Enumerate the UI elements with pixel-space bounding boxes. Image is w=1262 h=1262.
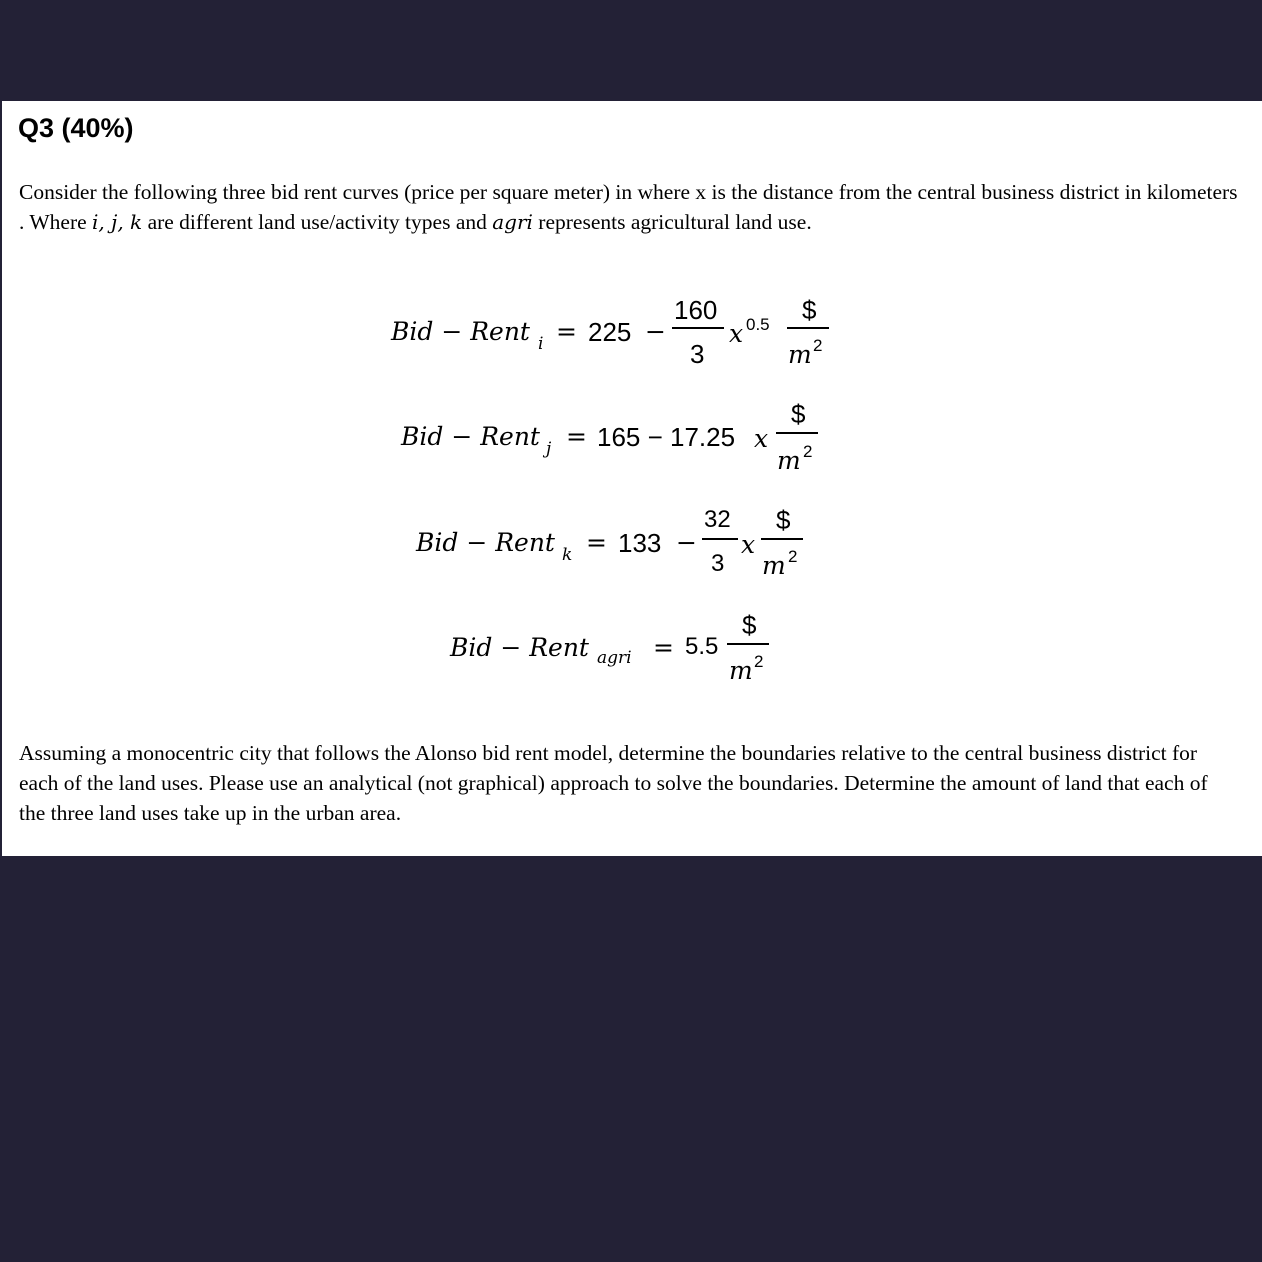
eq-k-denominator: 3 bbox=[711, 550, 725, 577]
eq-k-unit-m: m bbox=[762, 551, 786, 580]
eq-j-lhs: Bid − Rent bbox=[401, 422, 540, 451]
eq-agri-subscript: agri bbox=[597, 648, 632, 668]
eq-i-fraction-bar bbox=[672, 327, 724, 329]
question-title: Q3 (40%) bbox=[18, 113, 134, 143]
eq-agri-lhs: Bid − Rent bbox=[450, 633, 589, 662]
eq-agri-unit-m: m bbox=[729, 656, 753, 685]
eq-i-denominator: 3 bbox=[690, 339, 705, 369]
eq-agri-unit-exp: 2 bbox=[754, 652, 764, 671]
eq-agri-unit-bar bbox=[727, 643, 769, 645]
eq-k-lhs: Bid − Rent bbox=[416, 528, 555, 557]
eq-k-constant: 133 bbox=[618, 528, 662, 558]
eq-k-fraction-bar bbox=[702, 538, 738, 540]
agri-variable: agri bbox=[492, 210, 533, 234]
eq-i-unit-bar bbox=[787, 327, 829, 329]
eq-j-subscript: j bbox=[546, 439, 552, 459]
eq-j-dollar: $ bbox=[791, 399, 806, 429]
eq-j-equals: = bbox=[566, 422, 587, 451]
eq-i-unit-m: m bbox=[788, 340, 812, 369]
eq-i-minus: − bbox=[645, 317, 666, 346]
eq-k-x: x bbox=[741, 530, 756, 559]
closing-paragraph: Assuming a monocentric city that follows the Alonso bid rent model, determine the boundaries relative to the central business district for each of the land uses. Please use an analytical (not graphical) approach to solve the boundaries. Determine the amount of land that each of the three land uses take up in the urban area. bbox=[19, 741, 1208, 825]
eq-agri-constant: 5.5 bbox=[685, 633, 719, 660]
eq-k-unit-exp: 2 bbox=[788, 547, 798, 566]
eq-j-unit-bar bbox=[776, 432, 818, 434]
eq-j-unit-exp: 2 bbox=[803, 442, 813, 461]
eq-i-constant: 225 bbox=[588, 317, 632, 347]
eq-k-subscript: k bbox=[562, 545, 573, 565]
eq-i-dollar: $ bbox=[802, 295, 817, 325]
eq-j-x: x bbox=[754, 424, 769, 453]
eq-k-equals: = bbox=[586, 528, 607, 557]
eq-i-subscript: i bbox=[538, 334, 544, 354]
eq-i-x: x bbox=[729, 319, 744, 348]
eq-j-rhs: 165 − 17.25 bbox=[597, 422, 736, 452]
eq-k-unit-bar bbox=[761, 538, 803, 540]
intro-paragraph: Consider the following three bid rent curves (price per square meter) in where x is the distance from the central business district in kilometers . Where i, j, k are different land use/activity types and agri represents agricultural land use. bbox=[19, 180, 1238, 234]
eq-i-numerator: 160 bbox=[674, 295, 718, 325]
eq-i-lhs: Bid − Rent bbox=[391, 317, 530, 346]
eq-k-numerator: 32 bbox=[704, 506, 731, 533]
eq-agri-equals: = bbox=[653, 633, 674, 662]
eq-k-minus: − bbox=[676, 528, 697, 557]
eq-agri-dollar: $ bbox=[742, 610, 757, 640]
eq-k-dollar: $ bbox=[776, 505, 791, 535]
eq-i-equals: = bbox=[556, 317, 577, 346]
eq-i-exponent: 0.5 bbox=[746, 315, 770, 334]
eq-i-unit-exp: 2 bbox=[813, 336, 823, 355]
eq-j-unit-m: m bbox=[777, 446, 801, 475]
land-use-variables: i, j, k bbox=[92, 210, 143, 234]
